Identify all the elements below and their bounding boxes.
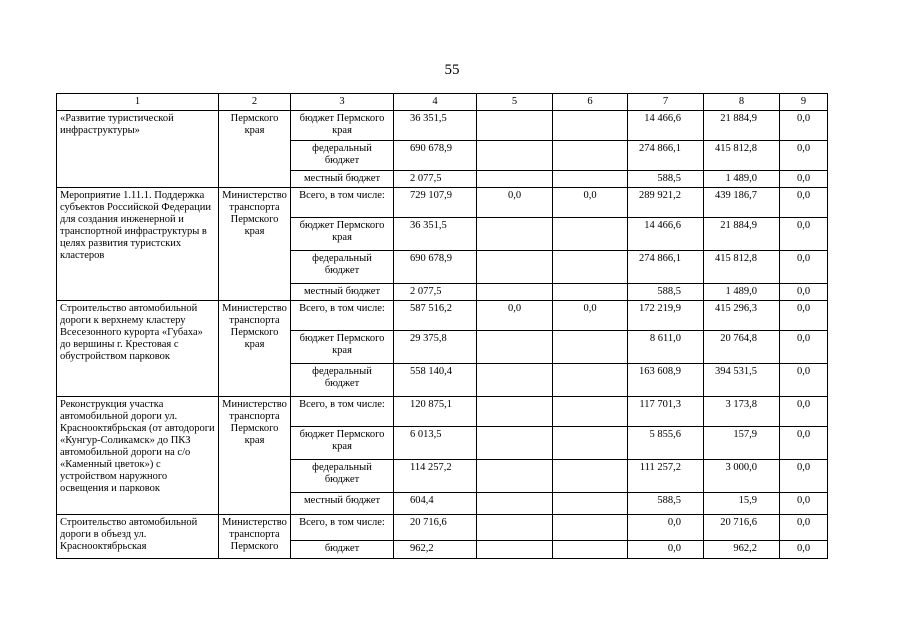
amount-col5 [477,427,553,460]
amount-col9: 0,0 [780,397,828,427]
total-amount: 120 875,1 [394,397,477,427]
amount-col9: 0,0 [780,515,828,541]
amount-col7: 14 466,6 [628,218,704,251]
amount-col7: 8 611,0 [628,331,704,364]
amount-col5 [477,397,553,427]
funding-source: бюджет Пермского края [291,111,394,141]
amount-col9: 0,0 [780,331,828,364]
amount-col9: 0,0 [780,218,828,251]
amount-col8: 415 812,8 [704,251,780,284]
funding-source: бюджет Пермского края [291,331,394,364]
table-row [57,515,828,541]
total-amount: 690 678,9 [394,141,477,171]
amount-col8: 15,9 [704,493,780,515]
table-row [57,111,828,141]
funding-source: федеральный бюджет [291,460,394,493]
amount-col6: 0,0 [553,188,628,218]
measure-name: Строительство автомобильной дороги к верхнему кластеру Всесезонного курорта «Губаха» до вершины г. Крестовая с обустройством парковок [57,301,219,397]
amount-col9: 0,0 [780,493,828,515]
table-row [57,397,828,427]
total-amount: 587 516,2 [394,301,477,331]
funding-source: федеральный бюджет [291,364,394,397]
amount-col6 [553,493,628,515]
amount-col6 [553,541,628,559]
funding-source: бюджет [291,541,394,559]
amount-col6 [553,141,628,171]
amount-col6 [553,427,628,460]
amount-col5 [477,284,553,301]
amount-col7: 588,5 [628,493,704,515]
amount-col5 [477,218,553,251]
amount-col9: 0,0 [780,460,828,493]
executor: Министерство транспорта Пермского края [219,397,291,515]
funding-source: местный бюджет [291,493,394,515]
amount-col8: 20 764,8 [704,331,780,364]
amount-col5 [477,460,553,493]
column-header: 3 [291,94,394,111]
total-amount: 20 716,6 [394,515,477,541]
amount-col7: 0,0 [628,541,704,559]
total-amount: 2 077,5 [394,171,477,188]
funding-source: Всего, в том числе: [291,188,394,218]
amount-col8: 157,9 [704,427,780,460]
amount-col8: 962,2 [704,541,780,559]
total-amount: 36 351,5 [394,218,477,251]
amount-col6 [553,364,628,397]
amount-col9: 0,0 [780,171,828,188]
amount-col7: 289 921,2 [628,188,704,218]
amount-col8: 439 186,7 [704,188,780,218]
amount-col6 [553,218,628,251]
column-header: 8 [704,94,780,111]
amount-col5 [477,141,553,171]
column-header: 4 [394,94,477,111]
executor: Министерство транспорта Пермского края [219,188,291,301]
total-amount: 2 077,5 [394,284,477,301]
header-row [57,94,828,111]
amount-col5 [477,364,553,397]
column-header: 9 [780,94,828,111]
amount-col7: 117 701,3 [628,397,704,427]
amount-col7: 111 257,2 [628,460,704,493]
table-row [57,301,828,331]
amount-col8: 1 489,0 [704,284,780,301]
amount-col8: 3 000,0 [704,460,780,493]
amount-col5: 0,0 [477,301,553,331]
amount-col6 [553,251,628,284]
table-row [57,188,828,218]
amount-col8: 1 489,0 [704,171,780,188]
funding-source: Всего, в том числе: [291,515,394,541]
amount-col5 [477,331,553,364]
amount-col7: 5 855,6 [628,427,704,460]
amount-col9: 0,0 [780,141,828,171]
amount-col9: 0,0 [780,301,828,331]
total-amount: 962,2 [394,541,477,559]
amount-col7: 172 219,9 [628,301,704,331]
amount-col5 [477,541,553,559]
amount-col8: 3 173,8 [704,397,780,427]
total-amount: 36 351,5 [394,111,477,141]
funding-source: Всего, в том числе: [291,301,394,331]
funding-source: бюджет Пермского края [291,218,394,251]
amount-col6 [553,111,628,141]
total-amount: 604,4 [394,493,477,515]
measure-name: Реконструкция участка автомобильной дороги ул. Краснооктябрьская (от автодороги «Кунгур-Соликамск» до ПКЗ автомобильной дороги на с/о «Каменный цветок») с устройством наружного освещения и парковок [57,397,219,515]
page-number: 55 [444,62,460,78]
measure-name: Мероприятие 1.11.1. Поддержка субъектов Российской Федерации для создания инженерной и транспортной инфраструктуры в целях развития туристских кластеров [57,188,219,301]
amount-col9: 0,0 [780,364,828,397]
total-amount: 690 678,9 [394,251,477,284]
amount-col5 [477,493,553,515]
column-header: 6 [553,94,628,111]
funding-source: бюджет Пермского края [291,427,394,460]
measure-name: Строительство автомобильной дороги в объезд ул. Краснооктябрьская [57,515,219,559]
executor: Пермского края [219,111,291,188]
amount-col8: 21 884,9 [704,218,780,251]
amount-col5 [477,515,553,541]
total-amount: 6 013,5 [394,427,477,460]
executor: Министерство транспорта Пермского [219,515,291,559]
amount-col5 [477,171,553,188]
amount-col8: 415 812,8 [704,141,780,171]
amount-col5 [477,251,553,284]
amount-col7: 14 466,6 [628,111,704,141]
amount-col7: 163 608,9 [628,364,704,397]
amount-col8: 21 884,9 [704,111,780,141]
column-header: 1 [57,94,219,111]
amount-col9: 0,0 [780,188,828,218]
amount-col6 [553,397,628,427]
total-amount: 29 375,8 [394,331,477,364]
amount-col9: 0,0 [780,284,828,301]
column-header: 5 [477,94,553,111]
funding-source: местный бюджет [291,171,394,188]
funding-source: федеральный бюджет [291,251,394,284]
funding-source: Всего, в том числе: [291,397,394,427]
total-amount: 729 107,9 [394,188,477,218]
amount-col7: 588,5 [628,171,704,188]
funding-source: федеральный бюджет [291,141,394,171]
amount-col6 [553,171,628,188]
amount-col5: 0,0 [477,188,553,218]
measure-name: «Развитие туристической инфраструктуры» [57,111,219,188]
budget-table [56,93,828,559]
amount-col6 [553,331,628,364]
amount-col7: 588,5 [628,284,704,301]
amount-col7: 274 866,1 [628,251,704,284]
amount-col8: 20 716,6 [704,515,780,541]
amount-col7: 0,0 [628,515,704,541]
amount-col9: 0,0 [780,427,828,460]
amount-col8: 394 531,5 [704,364,780,397]
amount-col7: 274 866,1 [628,141,704,171]
column-header: 7 [628,94,704,111]
funding-source: местный бюджет [291,284,394,301]
amount-col9: 0,0 [780,251,828,284]
total-amount: 114 257,2 [394,460,477,493]
amount-col6: 0,0 [553,301,628,331]
total-amount: 558 140,4 [394,364,477,397]
amount-col6 [553,515,628,541]
amount-col8: 415 296,3 [704,301,780,331]
amount-col9: 0,0 [780,111,828,141]
amount-col5 [477,111,553,141]
amount-col9: 0,0 [780,541,828,559]
executor: Министерство транспорта Пермского края [219,301,291,397]
amount-col6 [553,460,628,493]
amount-col6 [553,284,628,301]
column-header: 2 [219,94,291,111]
